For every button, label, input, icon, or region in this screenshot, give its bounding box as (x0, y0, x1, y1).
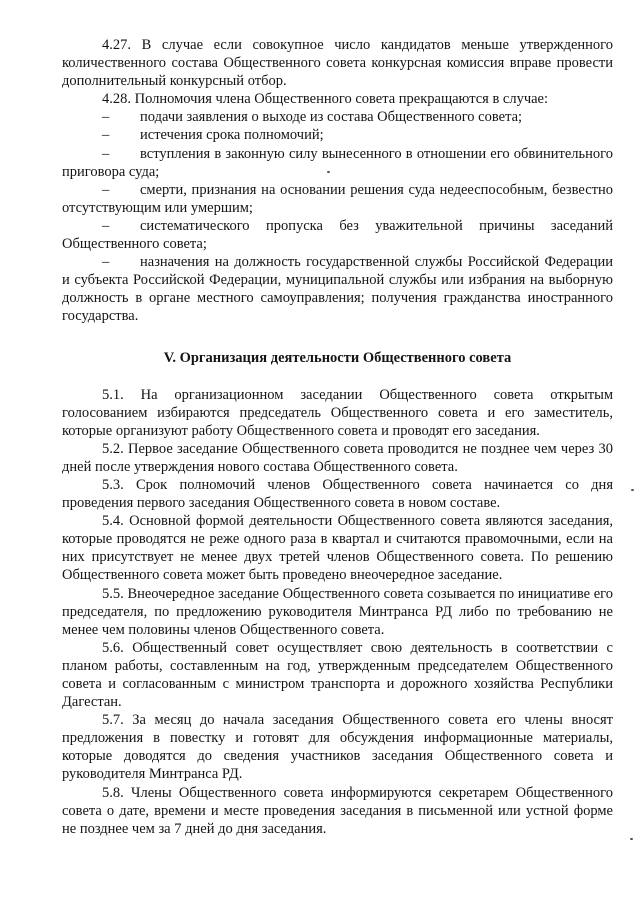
dash-marker: – (102, 145, 110, 162)
document-body (62, 36, 613, 838)
list-item: – смерти, признания на основании решения суда недееспособным, безвестно отсутствующим или умершим; (62, 181, 613, 216)
dash-marker: – (102, 254, 110, 271)
dash-marker: – (102, 127, 110, 144)
scan-speck (631, 489, 634, 491)
list-item: – истечения срока полномочий; (102, 127, 324, 144)
dash-marker: – (102, 181, 110, 198)
paragraph-5-3: 5.3. Срок полномочий членов Общественного совета начинается со дня проведения первого заседания Общественного совета в новом составе. (62, 476, 613, 512)
paragraph-4-28: 4.28. Полномочия члена Общественного совета прекращаются в случае: (102, 91, 549, 108)
paragraph-5-5: 5.5. Внеочередное заседание Общественного совета созывается по инициативе его председателя, по предложению руководителя Минтранса РД либо по требованию не менее чем половины членов Общественного совета. (62, 585, 613, 638)
paragraph-5-6: 5.6. Общественный совет осуществляет свою деятельность в соответствии с планом работы, составленным на год, утвержденным председателем Общественного совета и согласованным с министром транспорта и дорожного хозяйства Республики Дагестан. (62, 639, 613, 711)
dash-marker: – (102, 109, 110, 126)
list-item: – подачи заявления о выходе из состава Общественного совета; (102, 109, 523, 126)
paragraph-5-7: 5.7. За месяц до начала заседания Общественного совета его члены вносят предложения в повестку и готовят для обсуждения информационные материалы, которые доводятся до сведения участников заседания Общественного совета и руководителя Минтранса РД. (62, 712, 613, 783)
scan-speck (327, 171, 330, 173)
paragraph-5-1: 5.1. На организационном заседании Общественного совета открытым голосованием избираются председатель Общественного совета и его заместитель, которые организуют работу Общественного совета и проводят его заседания. (62, 386, 613, 439)
paragraph-5-8: 5.8. Члены Общественного совета информируются секретарем Общественного совета о дате, времени и месте проведения заседания в письменной или устной форме не позднее чем за 7 дней до дня заседания. (62, 784, 613, 837)
scan-speck (630, 838, 633, 840)
paragraph-4-27: 4.27. В случае если совокупное число кандидатов меньше утвержденного количественного состава Общественного совета конкурсная комиссия вправе провести дополнительный конкурсный отбор. (62, 37, 613, 90)
list-item: – назначения на должность государственной службы Российской Федерации и субъекта Российской Федерации, муниципальной службы или избрания на выборную должность в органе местного самоуправления; получения гражданства иностранного государства. (62, 254, 613, 325)
list-item: – систематического пропуска без уважительной причины заседаний Общественного совета; (62, 217, 613, 253)
paragraph-5-4: 5.4. Основной формой деятельности Общественного совета являются заседания, которые проводятся не реже одного раза в квартал и считаются правомочными, если на них присутствует не менее двух третей членов Общественного совета. По решению Общественного совета может быть проведено внеочередное заседание. (62, 513, 613, 584)
section-heading: V. Организация деятельности Общественного совета (163, 349, 512, 366)
paragraph-5-2: 5.2. Первое заседание Общественного совета проводится не позднее чем через 30 дней после утверждения нового состава Общественного совета. (62, 440, 613, 475)
list-item: – вступления в законную силу вынесенного в отношении его обвинительного приговора суда; (62, 145, 613, 180)
dash-marker: – (102, 217, 110, 234)
